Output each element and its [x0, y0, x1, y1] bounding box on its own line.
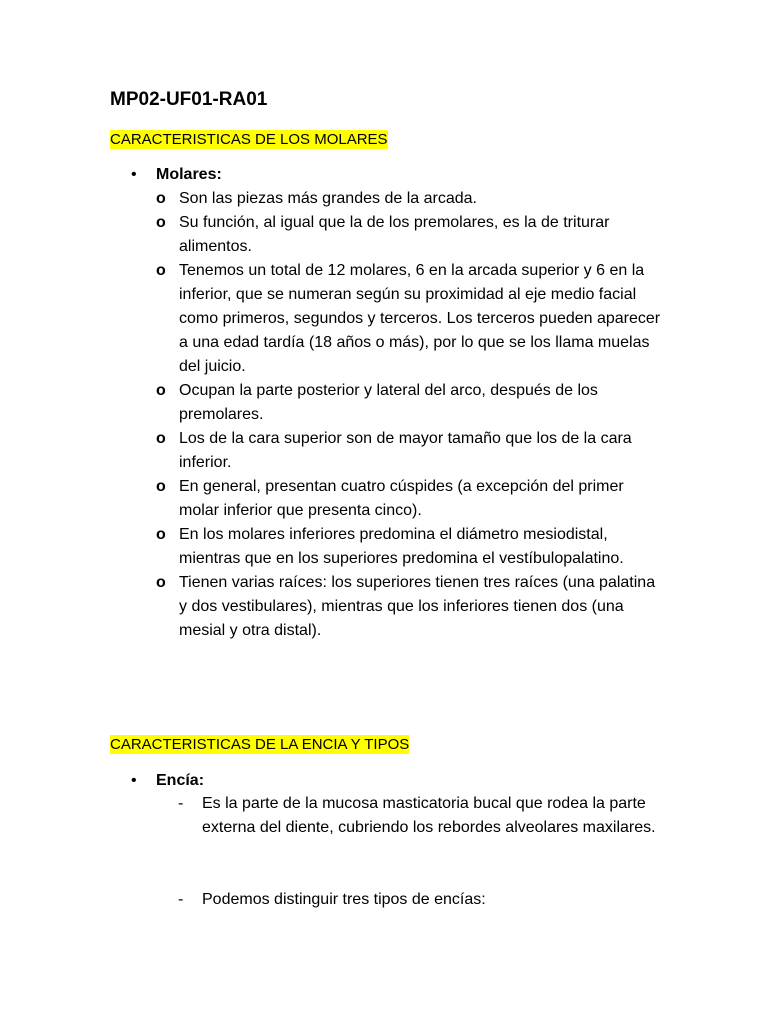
list-item-text: Son las piezas más grandes de la arcada. [179, 190, 477, 207]
list-marker: o [156, 574, 166, 591]
list-item-text: Es la parte de la mucosa masticatoria bucal que rodea la parte externa del diente, cubriendo los rebordes alveolares maxilares. [202, 795, 656, 836]
list-item-text: Los de la cara superior son de mayor tamaño que los de la cara inferior. [179, 430, 632, 471]
highlighted-heading-text: CARACTERISTICAS DE LA ENCIA Y TIPOS [110, 736, 410, 753]
list-item [0, 427, 768, 475]
encia-sublist-2 [0, 888, 768, 912]
list-item-text: En los molares inferiores predomina el diámetro mesiodistal, mientras que en los superiores predomina el vestíbulopalatino. [179, 526, 624, 567]
list-marker: o [156, 430, 166, 447]
section-heading-molares [110, 130, 388, 150]
list-marker: o [156, 526, 166, 543]
bullet-label: Molares: [156, 166, 222, 183]
list-item-text: Podemos distinguir tres tipos de encías: [202, 891, 486, 908]
list-item [0, 792, 768, 840]
section-heading-encia [110, 735, 409, 755]
list-item-text: Ocupan la parte posterior y lateral del arco, después de los premolares. [179, 382, 598, 423]
bullet-label: Encía: [156, 772, 205, 789]
list-item-text: Su función, al igual que la de los premolares, es la de triturar alimentos. [179, 214, 610, 255]
bullet-icon: • [131, 772, 137, 789]
list-item-text: Tienen varias raíces: los superiores tienen tres raíces (una palatina y dos vestibulares), mientras que los inferiores tienen dos (una mesial y otra distal). [179, 574, 656, 639]
list-item [0, 187, 768, 211]
list-item [0, 259, 768, 379]
molares-sublist [0, 187, 768, 643]
document-title: MP02-UF01-RA01 [110, 89, 268, 110]
list-marker: o [156, 214, 166, 231]
list-item [0, 571, 768, 643]
list-item [0, 523, 768, 571]
list-marker: o [156, 262, 166, 279]
list-marker: - [178, 795, 184, 812]
list-item-text: En general, presentan cuatro cúspides (a excepción del primer molar inferior que presenta cinco). [179, 478, 624, 519]
list-marker: o [156, 382, 166, 399]
list-item [0, 475, 768, 523]
list-marker: - [178, 891, 184, 908]
list-marker: o [156, 478, 166, 495]
list-marker: o [156, 190, 166, 207]
list-item [0, 888, 768, 912]
highlighted-heading-text: CARACTERISTICAS DE LOS MOLARES [110, 131, 388, 148]
bullet-icon: • [131, 166, 137, 183]
list-item-text: Tenemos un total de 12 molares, 6 en la arcada superior y 6 en la inferior, que se numeran según su proximidad al eje medio facial como primeros, segundos y terceros. Los terceros pueden aparecer a una edad tardía (18 años o más), por lo que se los llama muelas del juicio. [179, 262, 661, 375]
list-item [0, 211, 768, 259]
list-item [0, 379, 768, 427]
encia-sublist [0, 792, 768, 840]
